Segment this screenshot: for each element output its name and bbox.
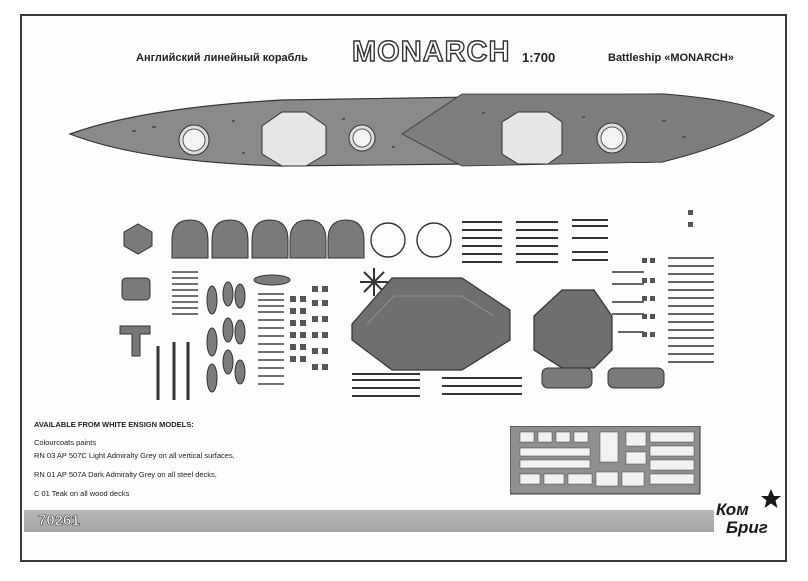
kombrig-logo: [712, 486, 784, 546]
photo-etch-fret: [510, 426, 720, 496]
boats: [207, 275, 290, 392]
right-stanchions: [612, 258, 714, 362]
model-name-title: MONARCH: [352, 36, 511, 68]
paint-info: [34, 420, 334, 502]
small-deckhouse: [122, 278, 150, 300]
paint-line-1: RN 03 AP 507C Light Admiralty Grey on all vertical surfaces,: [34, 451, 235, 460]
fwd-superstructure-opening: [502, 112, 562, 164]
aft-superstructure-opening: [262, 112, 326, 166]
turret-row: [172, 220, 364, 258]
scale-label: 1:700: [522, 50, 556, 65]
ring-part-1: [371, 223, 405, 257]
paint-line-2: RN 01 AP 507A Dark Admiralty Grey on all steel decks,: [34, 470, 217, 479]
masts: [158, 342, 188, 400]
ring-part-2: [417, 223, 451, 257]
forecastle-deck: [402, 94, 774, 166]
superstructure-deck-large: [352, 278, 510, 370]
paint-line-3: C 01 Teak on all wood decks: [34, 489, 130, 498]
logo-line-1: Ком: [716, 500, 749, 519]
superstructure-deck-small: [534, 290, 612, 368]
star-icon: [760, 488, 782, 510]
russian-title: Английский линейный корабль: [136, 52, 308, 64]
footer-bar: [24, 510, 714, 532]
crane-part: [120, 326, 150, 356]
parts-drawing: [22, 16, 787, 416]
info-heading: AVAILABLE FROM WHITE ENSIGN MODELS:: [34, 420, 194, 429]
logo-line-2: Бриг: [726, 518, 768, 537]
instruction-sheet: [20, 14, 787, 562]
english-title: Battleship «MONARCH»: [608, 52, 734, 64]
funnels: [542, 368, 664, 388]
paints-label: Colourcoats paints: [34, 438, 97, 447]
bridge-part: [124, 224, 152, 254]
small-parts-mid: [290, 286, 328, 370]
catalog-number: 70261: [38, 512, 80, 529]
